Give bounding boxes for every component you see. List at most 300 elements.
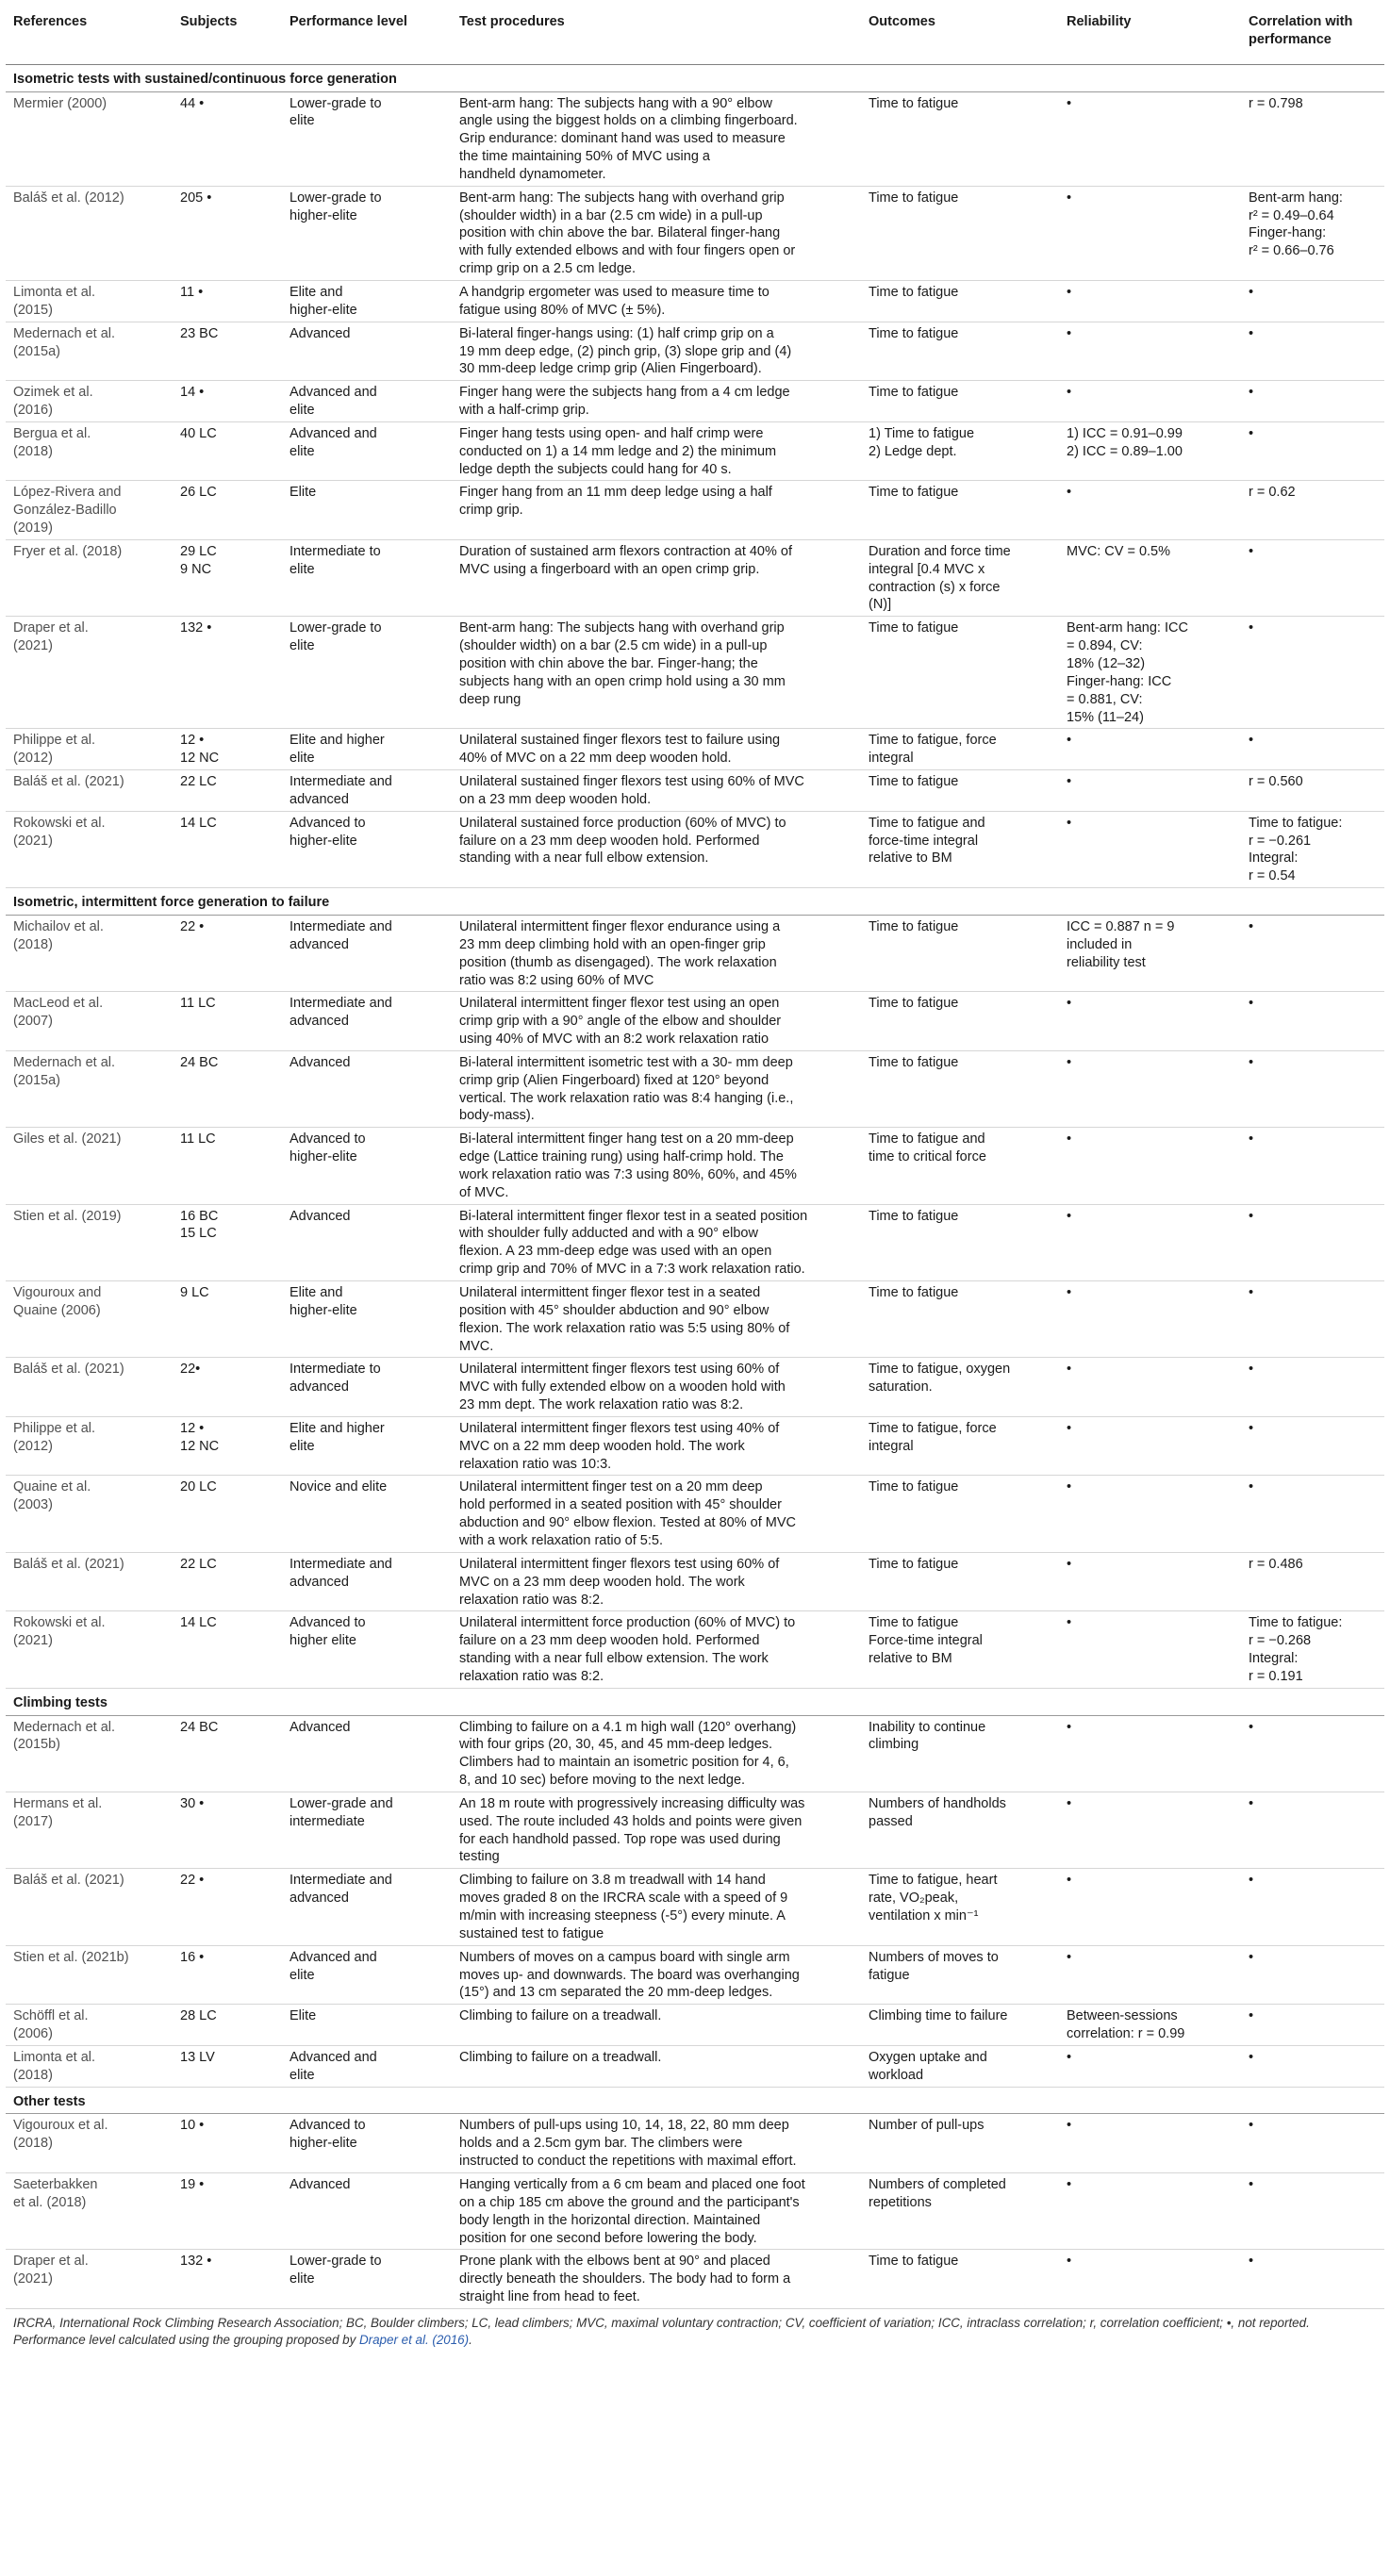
test-procedure-cell xyxy=(452,1945,861,2005)
outcomes-cell xyxy=(861,91,1059,186)
outcomes-line: Numbers of completed xyxy=(869,2176,1006,2192)
reliability-cell xyxy=(1059,1358,1241,1417)
reference-line: Vigouroux et al. xyxy=(13,2118,108,2134)
subjects-line: 19 • xyxy=(180,2176,205,2192)
test-procedure-line: Climbing to failure on a treadwall. xyxy=(459,2008,662,2024)
subjects-cell xyxy=(173,2172,282,2249)
reference-line: Saeterbakken xyxy=(13,2176,98,2192)
outcomes-line: force-time integral xyxy=(869,833,979,849)
outcomes-line: relative to BM xyxy=(869,1651,952,1667)
performance-level-cell xyxy=(282,1476,452,1552)
outcomes-cell xyxy=(861,1476,1059,1552)
performance-level-line: Intermediate and xyxy=(290,774,392,790)
subjects-line: 15 LC xyxy=(180,1226,217,1242)
performance-level-cell xyxy=(282,1945,452,2005)
reliability-line: • xyxy=(1067,815,1072,831)
reference-line: Ozimek et al. xyxy=(13,385,93,401)
correlation-line: • xyxy=(1249,1362,1254,1378)
table-row xyxy=(6,1792,1384,1868)
reference-line: Fryer et al. (2018) xyxy=(13,543,123,559)
reference-cell xyxy=(6,915,173,991)
correlation-line: • xyxy=(1249,2176,1254,2192)
col-header-reliability: Reliability xyxy=(1059,6,1241,64)
reference-cell xyxy=(6,91,173,186)
reliability-line: • xyxy=(1067,1949,1072,1965)
correlation-line: • xyxy=(1249,1479,1254,1495)
outcomes-line: Number of pull-ups xyxy=(869,2118,985,2134)
section-header-row xyxy=(6,888,1384,916)
correlation-line: r = 0.62 xyxy=(1249,485,1296,501)
test-procedure-line: Hanging vertically from a 6 cm beam and placed one foot xyxy=(459,2176,805,2192)
reference-line: (2015a) xyxy=(13,1072,60,1088)
table-row xyxy=(6,1611,1384,1688)
correlation-line: • xyxy=(1249,1208,1254,1224)
table-row xyxy=(6,2250,1384,2309)
correlation-line: • xyxy=(1249,2008,1254,2024)
outcomes-line: Inability to continue xyxy=(869,1719,986,1735)
performance-level-line: Elite xyxy=(290,485,317,501)
subjects-cell xyxy=(173,421,282,481)
subjects-line: 23 BC xyxy=(180,325,219,341)
reliability-cell xyxy=(1059,481,1241,540)
test-procedure-line: position with chin above the bar. Finger-hang; the xyxy=(459,656,758,671)
correlation-cell xyxy=(1241,1416,1384,1476)
subjects-line: 11 • xyxy=(180,284,204,300)
subjects-cell xyxy=(173,539,282,616)
reliability-cell xyxy=(1059,915,1241,991)
reliability-line: 2) ICC = 0.89–1.00 xyxy=(1067,443,1183,459)
correlation-line: • xyxy=(1249,1054,1254,1070)
section-title: Other tests xyxy=(6,2087,1384,2114)
reliability-cell xyxy=(1059,2005,1241,2046)
reliability-line: 1) ICC = 0.91–0.99 xyxy=(1067,425,1183,441)
test-procedure-cell xyxy=(452,91,861,186)
reliability-line: • xyxy=(1067,385,1072,401)
reference-line: (2018) xyxy=(13,2067,53,2083)
outcomes-cell xyxy=(861,1715,1059,1792)
col-header-test-procedures: Test procedures xyxy=(452,6,861,64)
reliability-cell xyxy=(1059,2250,1241,2309)
outcomes-line: Time to fatigue xyxy=(869,190,959,206)
performance-level-cell xyxy=(282,1869,452,1945)
outcomes-cell xyxy=(861,1128,1059,1204)
test-procedure-line: instructed to conduct the repetitions with maximal effort. xyxy=(459,2154,797,2170)
correlation-line: • xyxy=(1249,385,1254,401)
reliability-cell xyxy=(1059,811,1241,887)
test-procedure-line: relaxation ratio was 8:2. xyxy=(459,1668,604,1684)
footnote-reference-link[interactable]: Draper et al. (2016) xyxy=(358,2332,470,2347)
performance-level-line: elite xyxy=(290,403,315,419)
test-procedure-line: position with 45° shoulder abduction and 90° elbow xyxy=(459,1302,769,1318)
performance-level-cell xyxy=(282,481,452,540)
reliability-cell xyxy=(1059,1050,1241,1127)
test-procedure-cell xyxy=(452,1715,861,1792)
reference-cell xyxy=(6,2005,173,2046)
test-procedure-line: standing with a near full elbow extension. xyxy=(459,850,709,867)
test-procedure-line: on a 23 mm deep wooden hold. xyxy=(459,791,652,807)
test-procedure-cell xyxy=(452,1358,861,1417)
performance-level-line: Novice and elite xyxy=(290,1479,388,1495)
outcomes-cell xyxy=(861,1358,1059,1417)
performance-level-line: Lower-grade to xyxy=(290,2254,382,2270)
outcomes-cell xyxy=(861,811,1059,887)
performance-level-line: higher-elite xyxy=(290,1302,357,1318)
test-procedure-line: 30 mm-deep ledge crimp grip (Alien Fingerboard). xyxy=(459,361,762,377)
subjects-line: 14 LC xyxy=(180,1615,217,1631)
correlation-line: • xyxy=(1249,1949,1254,1965)
test-procedure-line: 8, and 10 sec) before moving to the next ledge. xyxy=(459,1773,746,1789)
performance-level-cell xyxy=(282,280,452,322)
performance-level-cell xyxy=(282,381,452,422)
test-procedure-cell xyxy=(452,322,861,381)
outcomes-line: Numbers of moves to xyxy=(869,1949,999,1965)
correlation-line: • xyxy=(1249,2254,1254,2270)
reference-cell xyxy=(6,1869,173,1945)
col-header-correlation: Correlation with performance xyxy=(1241,6,1384,64)
correlation-line: r² = 0.49–0.64 xyxy=(1249,207,1334,223)
correlation-cell xyxy=(1241,1945,1384,2005)
reference-line: (2007) xyxy=(13,1014,53,1030)
reliability-line: • xyxy=(1067,1285,1072,1300)
table-row xyxy=(6,2114,1384,2173)
correlation-line: • xyxy=(1249,1131,1254,1148)
reference-line: Schöffl et al. xyxy=(13,2008,89,2024)
subjects-line: 12 NC xyxy=(180,1438,220,1454)
table-row xyxy=(6,1358,1384,1417)
reference-line: López-Rivera and xyxy=(13,485,122,501)
outcomes-line: Time to fatigue xyxy=(869,485,959,501)
reliability-line: • xyxy=(1067,1556,1072,1572)
test-procedure-line: 23 mm deep climbing hold with an open-finger grip xyxy=(459,936,766,952)
reliability-line: ICC = 0.887 n = 9 xyxy=(1067,918,1175,934)
test-procedure-line: crimp grip. xyxy=(459,503,523,519)
test-procedure-line: (15°) and 13 cm separated the 20 mm-deep ledges. xyxy=(459,1985,773,2001)
correlation-line: • xyxy=(1249,2049,1254,2065)
col-header-subjects: Subjects xyxy=(173,6,282,64)
subjects-line: 12 • xyxy=(180,1420,205,1436)
outcomes-line: time to critical force xyxy=(869,1149,986,1165)
subjects-line: 26 LC xyxy=(180,485,217,501)
reference-cell xyxy=(6,1611,173,1688)
performance-level-line: elite xyxy=(290,638,315,654)
subjects-line: 205 • xyxy=(180,190,212,206)
correlation-line: r = 0.54 xyxy=(1249,868,1296,884)
reliability-line: • xyxy=(1067,1479,1072,1495)
table-footnote xyxy=(6,2309,1384,2354)
test-procedure-cell xyxy=(452,1416,861,1476)
subjects-cell xyxy=(173,1416,282,1476)
test-procedure-line: Unilateral sustained force production (60% of MVC) to xyxy=(459,815,786,831)
test-procedure-line: position for one second before lowering the body. xyxy=(459,2230,757,2246)
reference-cell xyxy=(6,1945,173,2005)
reliability-cell xyxy=(1059,1611,1241,1688)
test-procedure-line: flexion. The work relaxation ratio was 5:5 using 80% of xyxy=(459,1320,790,1336)
performance-level-line: Intermediate to xyxy=(290,1362,381,1378)
outcomes-line: relative to BM xyxy=(869,850,952,867)
outcomes-line: Time to fatigue xyxy=(869,620,959,636)
test-procedure-line: MVC with fully extended elbow on a wooden hold with xyxy=(459,1379,786,1395)
reliability-line: • xyxy=(1067,2176,1072,2192)
test-procedure-cell xyxy=(452,481,861,540)
performance-level-line: elite xyxy=(290,113,315,129)
reliability-cell xyxy=(1059,2114,1241,2173)
test-procedure-line: MVC. xyxy=(459,1338,494,1354)
subjects-line: 10 • xyxy=(180,2118,205,2134)
reliability-cell xyxy=(1059,1945,1241,2005)
outcomes-line: integral xyxy=(869,751,914,767)
test-procedure-line: hold performed in a seated position with 45° shoulder xyxy=(459,1497,782,1513)
subjects-cell xyxy=(173,1869,282,1945)
reference-cell xyxy=(6,421,173,481)
subjects-line: 30 • xyxy=(180,1795,205,1811)
correlation-cell xyxy=(1241,322,1384,381)
performance-level-line: higher-elite xyxy=(290,1149,357,1165)
correlation-cell xyxy=(1241,481,1384,540)
outcomes-line: Time to fatigue xyxy=(869,284,959,300)
subjects-line: 22• xyxy=(180,1362,201,1378)
test-procedure-cell xyxy=(452,992,861,1051)
test-procedure-line: Unilateral intermittent finger flexors test using 40% of xyxy=(459,1420,780,1436)
reference-line: (2017) xyxy=(13,1813,53,1829)
test-procedure-cell xyxy=(452,1128,861,1204)
subjects-cell xyxy=(173,1050,282,1127)
test-procedure-line: Bi-lateral intermittent finger flexor test in a seated position xyxy=(459,1208,808,1224)
performance-level-cell xyxy=(282,1611,452,1688)
outcomes-cell xyxy=(861,1869,1059,1945)
section-header-row xyxy=(6,1688,1384,1715)
outcomes-cell xyxy=(861,617,1059,729)
reliability-cell xyxy=(1059,1552,1241,1611)
outcomes-cell xyxy=(861,539,1059,616)
correlation-cell xyxy=(1241,2114,1384,2173)
subjects-cell xyxy=(173,811,282,887)
performance-level-cell xyxy=(282,1128,452,1204)
table-row xyxy=(6,1128,1384,1204)
correlation-cell xyxy=(1241,811,1384,887)
test-procedure-line: testing xyxy=(459,1849,500,1865)
test-procedure-line: handheld dynamometer. xyxy=(459,166,606,182)
correlation-cell xyxy=(1241,539,1384,616)
correlation-line: Time to fatigue: xyxy=(1249,815,1343,831)
performance-level-line: Advanced to xyxy=(290,815,366,831)
outcomes-cell xyxy=(861,381,1059,422)
reference-cell xyxy=(6,1204,173,1280)
table-row xyxy=(6,1552,1384,1611)
outcomes-cell xyxy=(861,2114,1059,2173)
outcomes-line: saturation. xyxy=(869,1379,933,1395)
test-procedure-line: (shoulder width) on a bar (2.5 cm wide) in a pull-up xyxy=(459,638,768,654)
correlation-cell xyxy=(1241,91,1384,186)
correlation-line: • xyxy=(1249,1420,1254,1436)
performance-level-line: Advanced to xyxy=(290,1615,366,1631)
reliability-line: • xyxy=(1067,1362,1072,1378)
correlation-cell xyxy=(1241,2250,1384,2309)
test-procedure-line: Bent-arm hang: The subjects hang with overhand grip xyxy=(459,190,785,206)
table-body xyxy=(6,64,1384,2308)
table-row xyxy=(6,1869,1384,1945)
test-procedure-line: abduction and 90° elbow flexion. Tested at 80% of MVC xyxy=(459,1515,796,1531)
table-row xyxy=(6,1050,1384,1127)
outcomes-line: Time to fatigue xyxy=(869,2254,959,2270)
reference-cell xyxy=(6,381,173,422)
performance-level-line: Lower-grade and xyxy=(290,1795,393,1811)
reference-cell xyxy=(6,1358,173,1417)
reference-line: Baláš et al. (2012) xyxy=(13,190,124,206)
reliability-line: • xyxy=(1067,1131,1072,1148)
outcomes-line: climbing xyxy=(869,1737,919,1753)
correlation-cell xyxy=(1241,2045,1384,2087)
reliability-cell xyxy=(1059,1281,1241,1358)
correlation-cell xyxy=(1241,280,1384,322)
subjects-cell xyxy=(173,322,282,381)
test-procedure-line: MVC on a 23 mm deep wooden hold. The work xyxy=(459,1574,745,1590)
table-row xyxy=(6,2045,1384,2087)
reliability-line: • xyxy=(1067,1719,1072,1735)
subjects-cell xyxy=(173,729,282,770)
test-procedure-line: m/min with increasing steepness (-5°) every minute. A xyxy=(459,1908,786,1924)
subjects-line: 40 LC xyxy=(180,425,217,441)
test-procedure-cell xyxy=(452,1050,861,1127)
test-procedure-cell xyxy=(452,2172,861,2249)
outcomes-cell xyxy=(861,1281,1059,1358)
subjects-cell xyxy=(173,1358,282,1417)
reliability-cell xyxy=(1059,1204,1241,1280)
outcomes-line: ventilation x min⁻¹ xyxy=(869,1908,979,1924)
test-procedure-line: ratio was 8:2 using 60% of MVC xyxy=(459,972,654,988)
reliability-line: • xyxy=(1067,1054,1072,1070)
test-procedure-line: Unilateral sustained finger flexors test to failure using xyxy=(459,733,781,749)
outcomes-cell xyxy=(861,322,1059,381)
performance-level-line: elite xyxy=(290,443,315,459)
outcomes-cell xyxy=(861,1204,1059,1280)
reference-line: Mermier (2000) xyxy=(13,95,108,111)
subjects-line: 13 LV xyxy=(180,2049,215,2065)
correlation-cell xyxy=(1241,1050,1384,1127)
test-procedure-line: with shoulder fully adducted and with a 90° elbow xyxy=(459,1226,758,1242)
subjects-cell xyxy=(173,1476,282,1552)
correlation-line: • xyxy=(1249,325,1254,341)
reference-line: Stien et al. (2021b) xyxy=(13,1949,129,1965)
outcomes-cell xyxy=(861,2172,1059,2249)
reliability-line: • xyxy=(1067,996,1072,1012)
reliability-line: • xyxy=(1067,1420,1072,1436)
test-procedure-cell xyxy=(452,280,861,322)
table-row xyxy=(6,2005,1384,2046)
outcomes-cell xyxy=(861,186,1059,280)
subjects-line: 28 LC xyxy=(180,2008,217,2024)
subjects-cell xyxy=(173,2114,282,2173)
table-row xyxy=(6,91,1384,186)
test-procedure-line: for each handhold passed. Top rope was used during xyxy=(459,1831,781,1847)
section-title: Isometric, intermittent force generation to failure xyxy=(6,888,1384,916)
table-header xyxy=(6,6,1384,64)
test-procedure-line: A handgrip ergometer was used to measure time to xyxy=(459,284,769,300)
table-row xyxy=(6,280,1384,322)
section-header-row xyxy=(6,64,1384,91)
test-procedure-cell xyxy=(452,2250,861,2309)
outcomes-cell xyxy=(861,2045,1059,2087)
outcomes-cell xyxy=(861,770,1059,812)
reliability-line: reliability test xyxy=(1067,954,1146,970)
test-procedure-line: position (thumb as disengaged). The work relaxation xyxy=(459,954,777,970)
reliability-line: included in xyxy=(1067,936,1133,952)
correlation-line: • xyxy=(1249,2118,1254,2134)
correlation-cell xyxy=(1241,1611,1384,1688)
reliability-cell xyxy=(1059,2045,1241,2087)
footnote-abbreviations: IRCRA, International Rock Climbing Research Association; BC, Boulder climbers; LC, lead climbers; MVC, maximal voluntary contraction; CV, coefficient of variation; ICC, intraclass correlation; r, correlation coefficient; •, not reported. xyxy=(13,2315,1310,2330)
test-procedure-cell xyxy=(452,381,861,422)
test-procedure-cell xyxy=(452,1476,861,1552)
correlation-line: r = 0.486 xyxy=(1249,1556,1303,1572)
reference-line: Rokowski et al. xyxy=(13,815,106,831)
subjects-cell xyxy=(173,280,282,322)
correlation-line: • xyxy=(1249,284,1254,300)
performance-level-line: Elite and xyxy=(290,1285,343,1300)
reference-cell xyxy=(6,1552,173,1611)
test-procedure-line: crimp grip on a 2.5 cm ledge. xyxy=(459,261,636,277)
test-procedure-line: using 40% of MVC with an 8:2 work relaxation ratio xyxy=(459,1032,769,1048)
correlation-cell xyxy=(1241,421,1384,481)
test-procedure-line: relaxation ratio was 8:2. xyxy=(459,1592,604,1608)
reliability-line: • xyxy=(1067,1795,1072,1811)
reliability-line: Bent-arm hang: ICC xyxy=(1067,620,1188,636)
reliability-cell xyxy=(1059,539,1241,616)
correlation-line: • xyxy=(1249,543,1254,559)
reliability-line: • xyxy=(1067,190,1072,206)
test-procedure-line: standing with a near full elbow extension. The work xyxy=(459,1651,769,1667)
test-procedure-line: with four grips (20, 30, 45, and 45 mm-deep ledges. xyxy=(459,1737,773,1753)
outcomes-line: Time to fatigue xyxy=(869,95,959,111)
performance-level-cell xyxy=(282,1715,452,1792)
outcomes-cell xyxy=(861,2250,1059,2309)
test-procedure-cell xyxy=(452,811,861,887)
test-procedure-line: failure on a 23 mm deep wooden hold. Performed xyxy=(459,1633,760,1649)
test-procedure-line: Duration of sustained arm flexors contraction at 40% of xyxy=(459,543,793,559)
test-procedure-line: Finger hang from an 11 mm deep ledge using a half xyxy=(459,485,772,501)
reference-line: (2018) xyxy=(13,936,53,952)
test-procedure-cell xyxy=(452,2045,861,2087)
outcomes-line: 1) Time to fatigue xyxy=(869,425,975,441)
correlation-line: • xyxy=(1249,1873,1254,1889)
correlation-cell xyxy=(1241,1715,1384,1792)
reference-line: Limonta et al. xyxy=(13,284,96,300)
correlation-cell xyxy=(1241,2005,1384,2046)
performance-level-cell xyxy=(282,1792,452,1868)
performance-level-line: Advanced xyxy=(290,1719,351,1735)
correlation-line: Finger-hang: xyxy=(1249,225,1327,241)
reference-line: (2015a) xyxy=(13,343,60,359)
performance-level-line: higher-elite xyxy=(290,833,357,849)
correlation-line: Integral: xyxy=(1249,1651,1299,1667)
correlation-line: • xyxy=(1249,1795,1254,1811)
subjects-cell xyxy=(173,91,282,186)
correlation-line: r = −0.261 xyxy=(1249,833,1312,849)
performance-level-line: Advanced to xyxy=(290,2118,366,2134)
test-procedure-line: angle using the biggest holds on a climbing fingerboard. xyxy=(459,113,798,129)
outcomes-cell xyxy=(861,729,1059,770)
outcomes-line: Time to fatigue xyxy=(869,1615,959,1631)
test-procedure-line: holds and a 2.5cm gym bar. The climbers were xyxy=(459,2136,743,2152)
test-procedure-line: Climbing to failure on a 4.1 m high wall (120° overhang) xyxy=(459,1719,797,1735)
subjects-line: 12 • xyxy=(180,733,205,749)
col-header-outcomes: Outcomes xyxy=(861,6,1059,64)
correlation-line: • xyxy=(1249,1285,1254,1300)
reference-line: (2018) xyxy=(13,443,53,459)
outcomes-cell xyxy=(861,481,1059,540)
reference-cell xyxy=(6,186,173,280)
subjects-line: 12 NC xyxy=(180,751,220,767)
outcomes-cell xyxy=(861,1792,1059,1868)
